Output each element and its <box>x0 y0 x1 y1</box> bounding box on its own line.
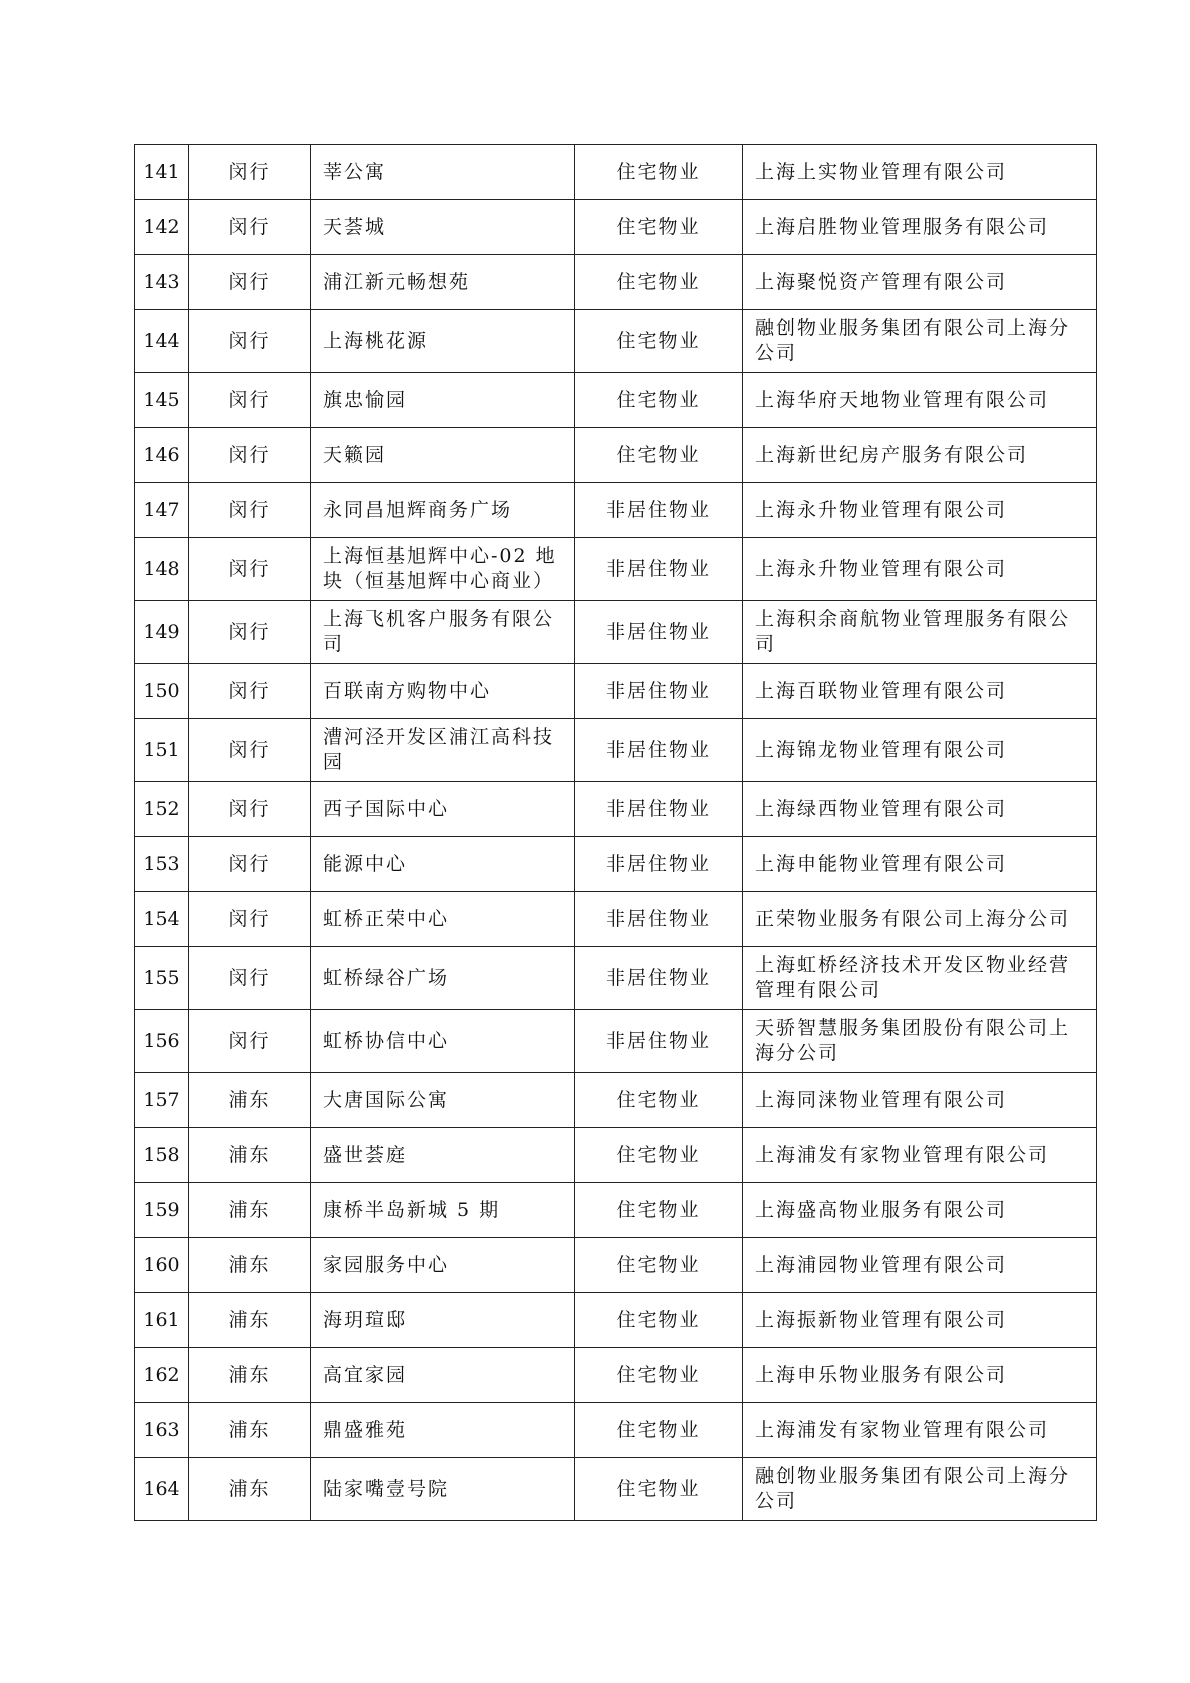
property-name-cell: 西子国际中心 <box>311 782 575 837</box>
district-cell: 闵行 <box>189 782 311 837</box>
property-type-cell: 住宅物业 <box>575 373 743 428</box>
row-number: 164 <box>135 1458 189 1521</box>
property-type-cell: 住宅物业 <box>575 1183 743 1238</box>
management-company-cell: 上海启胜物业管理服务有限公司 <box>743 200 1097 255</box>
management-company-cell: 上海锦龙物业管理有限公司 <box>743 719 1097 782</box>
property-list-table <box>134 144 1097 1521</box>
district-cell: 闵行 <box>189 255 311 310</box>
management-company-cell: 上海浦园物业管理有限公司 <box>743 1238 1097 1293</box>
property-name-cell: 大唐国际公寓 <box>311 1073 575 1128</box>
table-body <box>135 145 1097 1521</box>
management-company-cell: 上海振新物业管理有限公司 <box>743 1293 1097 1348</box>
district-cell: 闵行 <box>189 1010 311 1073</box>
district-cell: 闵行 <box>189 373 311 428</box>
property-type-cell: 住宅物业 <box>575 1128 743 1183</box>
district-cell: 闵行 <box>189 538 311 601</box>
property-name-cell: 盛世荟庭 <box>311 1128 575 1183</box>
property-type-cell: 住宅物业 <box>575 1073 743 1128</box>
row-number: 155 <box>135 947 189 1010</box>
district-cell: 浦东 <box>189 1073 311 1128</box>
table-row <box>135 373 1097 428</box>
property-name-cell: 漕河泾开发区浦江高科技园 <box>311 719 575 782</box>
district-cell: 浦东 <box>189 1293 311 1348</box>
district-cell: 闵行 <box>189 664 311 719</box>
property-name-cell: 高宜家园 <box>311 1348 575 1403</box>
management-company-cell: 上海永升物业管理有限公司 <box>743 538 1097 601</box>
management-company-cell: 上海积余商航物业管理服务有限公司 <box>743 601 1097 664</box>
property-name-cell: 永同昌旭辉商务广场 <box>311 483 575 538</box>
table-row <box>135 145 1097 200</box>
property-type-cell: 住宅物业 <box>575 1348 743 1403</box>
row-number: 151 <box>135 719 189 782</box>
table-row <box>135 1183 1097 1238</box>
management-company-cell: 上海虹桥经济技术开发区物业经营管理有限公司 <box>743 947 1097 1010</box>
row-number: 142 <box>135 200 189 255</box>
management-company-cell: 正荣物业服务有限公司上海分公司 <box>743 892 1097 947</box>
property-type-cell: 住宅物业 <box>575 310 743 373</box>
district-cell: 闵行 <box>189 145 311 200</box>
table-row <box>135 1293 1097 1348</box>
management-company-cell: 天骄智慧服务集团股份有限公司上海分公司 <box>743 1010 1097 1073</box>
management-company-cell: 融创物业服务集团有限公司上海分公司 <box>743 1458 1097 1521</box>
management-company-cell: 上海同涞物业管理有限公司 <box>743 1073 1097 1128</box>
row-number: 153 <box>135 837 189 892</box>
district-cell: 浦东 <box>189 1403 311 1458</box>
management-company-cell: 上海上实物业管理有限公司 <box>743 145 1097 200</box>
district-cell: 浦东 <box>189 1128 311 1183</box>
row-number: 163 <box>135 1403 189 1458</box>
management-company-cell: 上海盛高物业服务有限公司 <box>743 1183 1097 1238</box>
property-name-cell: 旗忠愉园 <box>311 373 575 428</box>
row-number: 156 <box>135 1010 189 1073</box>
row-number: 145 <box>135 373 189 428</box>
table-row <box>135 892 1097 947</box>
property-name-cell: 上海桃花源 <box>311 310 575 373</box>
table-row <box>135 1403 1097 1458</box>
table-row <box>135 719 1097 782</box>
district-cell: 浦东 <box>189 1458 311 1521</box>
property-name-cell: 陆家嘴壹号院 <box>311 1458 575 1521</box>
table-row <box>135 255 1097 310</box>
management-company-cell: 上海绿西物业管理有限公司 <box>743 782 1097 837</box>
management-company-cell: 上海永升物业管理有限公司 <box>743 483 1097 538</box>
district-cell: 闵行 <box>189 837 311 892</box>
management-company-cell: 上海华府天地物业管理有限公司 <box>743 373 1097 428</box>
table-row <box>135 1348 1097 1403</box>
row-number: 148 <box>135 538 189 601</box>
table-row <box>135 428 1097 483</box>
table-row <box>135 837 1097 892</box>
table-row <box>135 601 1097 664</box>
property-name-cell: 家园服务中心 <box>311 1238 575 1293</box>
property-type-cell: 非居住物业 <box>575 837 743 892</box>
district-cell: 闵行 <box>189 719 311 782</box>
property-type-cell: 住宅物业 <box>575 1293 743 1348</box>
row-number: 157 <box>135 1073 189 1128</box>
management-company-cell: 上海浦发有家物业管理有限公司 <box>743 1128 1097 1183</box>
table-row <box>135 1238 1097 1293</box>
row-number: 144 <box>135 310 189 373</box>
property-name-cell: 海玥瑄邸 <box>311 1293 575 1348</box>
property-name-cell: 浦江新元畅想苑 <box>311 255 575 310</box>
district-cell: 闵行 <box>189 200 311 255</box>
management-company-cell: 上海申乐物业服务有限公司 <box>743 1348 1097 1403</box>
table-row <box>135 664 1097 719</box>
district-cell: 浦东 <box>189 1238 311 1293</box>
property-name-cell: 虹桥正荣中心 <box>311 892 575 947</box>
district-cell: 闵行 <box>189 947 311 1010</box>
property-name-cell: 鼎盛雅苑 <box>311 1403 575 1458</box>
property-name-cell: 百联南方购物中心 <box>311 664 575 719</box>
property-type-cell: 非居住物业 <box>575 782 743 837</box>
property-name-cell: 莘公寓 <box>311 145 575 200</box>
management-company-cell: 融创物业服务集团有限公司上海分公司 <box>743 310 1097 373</box>
row-number: 143 <box>135 255 189 310</box>
row-number: 161 <box>135 1293 189 1348</box>
property-type-cell: 非居住物业 <box>575 483 743 538</box>
property-name-cell: 天籁园 <box>311 428 575 483</box>
table-row <box>135 200 1097 255</box>
property-name-cell: 康桥半岛新城 5 期 <box>311 1183 575 1238</box>
property-name-cell: 虹桥协信中心 <box>311 1010 575 1073</box>
row-number: 141 <box>135 145 189 200</box>
property-type-cell: 非居住物业 <box>575 947 743 1010</box>
property-type-cell: 住宅物业 <box>575 200 743 255</box>
property-name-cell: 上海恒基旭辉中心-02 地块（恒基旭辉中心商业） <box>311 538 575 601</box>
row-number: 162 <box>135 1348 189 1403</box>
property-type-cell: 非居住物业 <box>575 664 743 719</box>
property-type-cell: 住宅物业 <box>575 1403 743 1458</box>
district-cell: 闵行 <box>189 483 311 538</box>
district-cell: 浦东 <box>189 1348 311 1403</box>
row-number: 147 <box>135 483 189 538</box>
property-type-cell: 非居住物业 <box>575 601 743 664</box>
table-row <box>135 538 1097 601</box>
district-cell: 闵行 <box>189 892 311 947</box>
district-cell: 闵行 <box>189 310 311 373</box>
property-type-cell: 非居住物业 <box>575 719 743 782</box>
management-company-cell: 上海浦发有家物业管理有限公司 <box>743 1403 1097 1458</box>
property-type-cell: 非居住物业 <box>575 1010 743 1073</box>
property-type-cell: 住宅物业 <box>575 1458 743 1521</box>
row-number: 159 <box>135 1183 189 1238</box>
property-name-cell: 天荟城 <box>311 200 575 255</box>
property-type-cell: 非居住物业 <box>575 892 743 947</box>
table-row <box>135 483 1097 538</box>
property-name-cell: 上海飞机客户服务有限公司 <box>311 601 575 664</box>
row-number: 154 <box>135 892 189 947</box>
property-name-cell: 虹桥绿谷广场 <box>311 947 575 1010</box>
table-row <box>135 782 1097 837</box>
property-type-cell: 住宅物业 <box>575 1238 743 1293</box>
management-company-cell: 上海百联物业管理有限公司 <box>743 664 1097 719</box>
property-type-cell: 住宅物业 <box>575 428 743 483</box>
district-cell: 浦东 <box>189 1183 311 1238</box>
table-row <box>135 1458 1097 1521</box>
row-number: 146 <box>135 428 189 483</box>
table-row <box>135 1073 1097 1128</box>
management-company-cell: 上海新世纪房产服务有限公司 <box>743 428 1097 483</box>
property-type-cell: 住宅物业 <box>575 145 743 200</box>
row-number: 150 <box>135 664 189 719</box>
district-cell: 闵行 <box>189 601 311 664</box>
management-company-cell: 上海申能物业管理有限公司 <box>743 837 1097 892</box>
table-row <box>135 1010 1097 1073</box>
row-number: 160 <box>135 1238 189 1293</box>
management-company-cell: 上海聚悦资产管理有限公司 <box>743 255 1097 310</box>
property-name-cell: 能源中心 <box>311 837 575 892</box>
property-type-cell: 非居住物业 <box>575 538 743 601</box>
property-type-cell: 住宅物业 <box>575 255 743 310</box>
row-number: 158 <box>135 1128 189 1183</box>
table-row <box>135 310 1097 373</box>
row-number: 152 <box>135 782 189 837</box>
row-number: 149 <box>135 601 189 664</box>
table-row <box>135 1128 1097 1183</box>
district-cell: 闵行 <box>189 428 311 483</box>
table-row <box>135 947 1097 1010</box>
